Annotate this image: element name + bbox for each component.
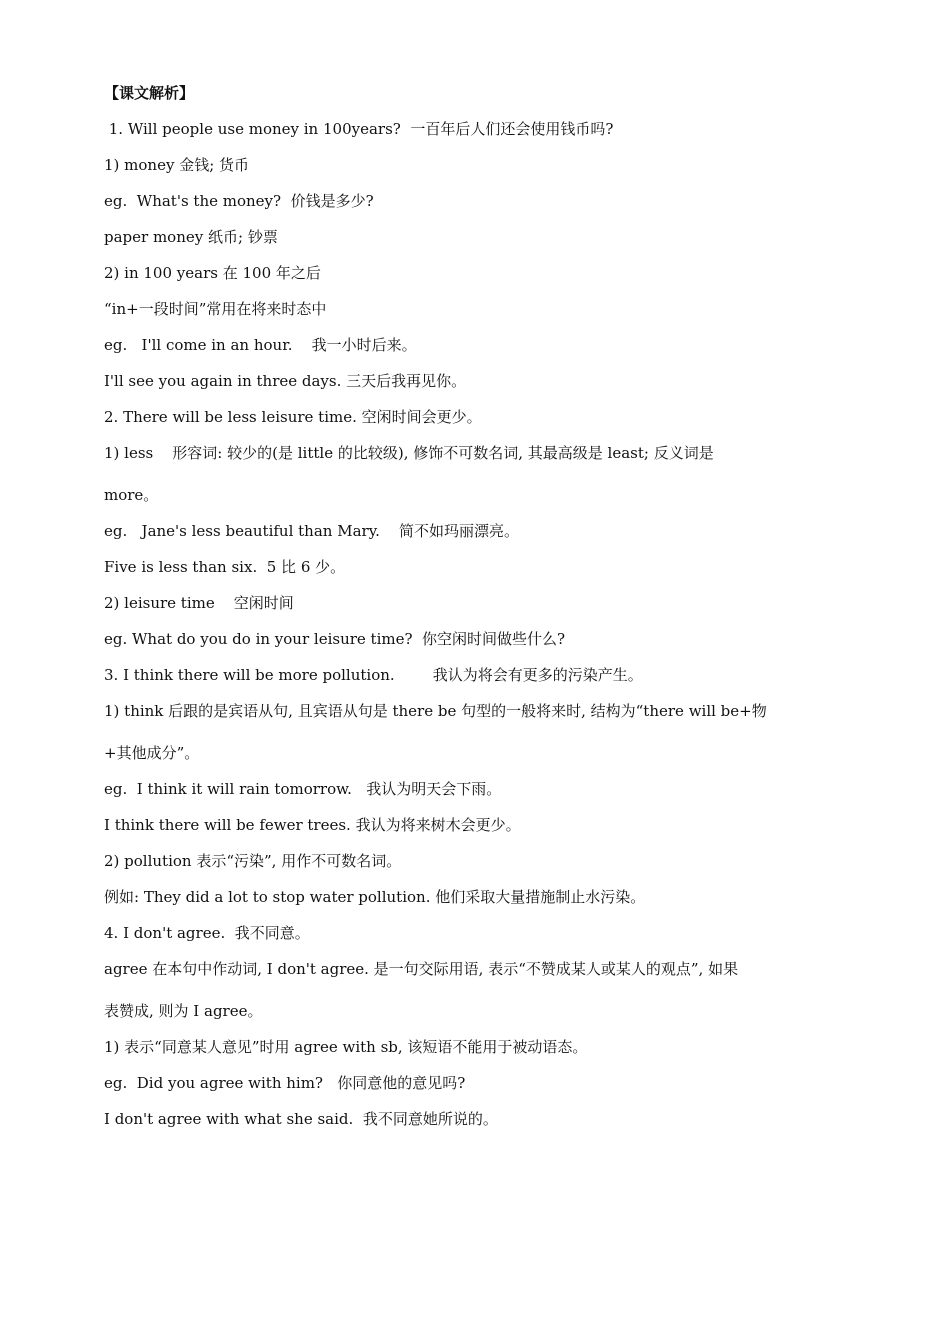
text-line: 2) in 100 years 在 100 年之后 — [104, 264, 321, 282]
text-line: 1) 表示“同意某人意见”时用 agree with sb, 该短语不能用于被动语态。 — [104, 1038, 588, 1056]
text-line: 例如: They did a lot to stop water pollution. 他们采取大量措施制止水污染。 — [104, 888, 646, 906]
document-body — [104, 80, 864, 1142]
text-line: paper money 纸币; 钞票 — [104, 228, 278, 246]
text-line: 2. There will be less leisure time. 空闲时间会更少。 — [104, 408, 482, 426]
text-line: 1) less 形容词: 较少的(是 little 的比较级), 修饰不可数名词, 其最高级是 least; 反义词是 — [104, 444, 714, 462]
text-line: Five is less than six. 5 比 6 少。 — [104, 558, 346, 576]
text-line: +其他成分”。 — [104, 744, 200, 762]
section-heading: 【课文解析】 — [104, 84, 195, 102]
text-line: agree 在本句中作动词, I don't agree. 是一句交际用语, 表示“不赞成某人或某人的观点”, 如果 — [104, 960, 739, 978]
text-line: 1. Will people use money in 100years? 一百年后人们还会使用钱币吗? — [104, 120, 614, 138]
text-line: 4. I don't agree. 我不同意。 — [104, 924, 310, 942]
text-line: 1) think 后跟的是宾语从句, 且宾语从句是 there be 句型的一般将来时, 结构为“there will be+物 — [104, 702, 767, 720]
text-line: “in+一段时间”常用在将来时态中 — [104, 300, 327, 318]
text-line: eg. What do you do in your leisure time? 你空闲时间做些什么? — [104, 630, 566, 648]
text-line: 2) leisure time 空闲时间 — [104, 594, 294, 612]
text-line: eg. I'll come in an hour. 我一小时后来。 — [104, 336, 417, 354]
text-line: I think there will be fewer trees. 我认为将来树木会更少。 — [104, 816, 521, 834]
text-line: eg. I think it will rain tomorrow. 我认为明天会下雨。 — [104, 780, 502, 798]
text-line: more。 — [104, 486, 159, 504]
text-line: 2) pollution 表示“污染”, 用作不可数名词。 — [104, 852, 402, 870]
text-line: 3. I think there will be more pollution. 我认为将会有更多的污染产生。 — [104, 666, 643, 684]
text-line: 1) money 金钱; 货币 — [104, 156, 250, 174]
text-line: eg. What's the money? 价钱是多少? — [104, 192, 374, 210]
text-line: I don't agree with what she said. 我不同意她所说的。 — [104, 1110, 498, 1128]
text-line: 表赞成, 则为 I agree。 — [104, 1002, 263, 1020]
text-line: eg. Jane's less beautiful than Mary. 简不如玛丽漂亮。 — [104, 522, 520, 540]
text-line: eg. Did you agree with him? 你同意他的意见吗? — [104, 1074, 466, 1092]
text-line: I'll see you again in three days. 三天后我再见你。 — [104, 372, 467, 390]
